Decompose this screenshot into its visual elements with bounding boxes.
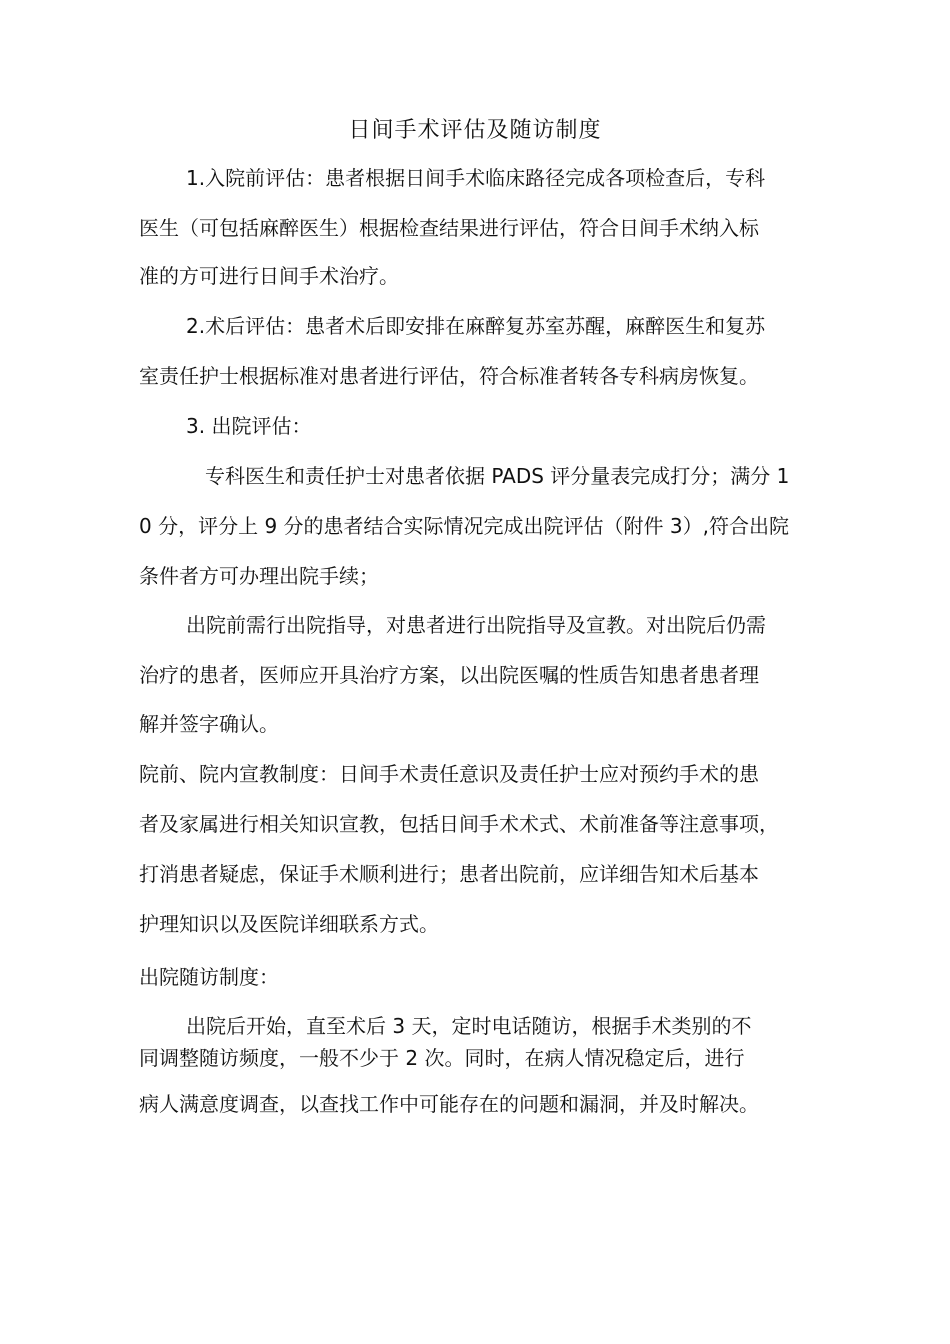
paragraph-line: 同调整随访频度，一般不少于 2 次。同时，在病人情况稳定后，进行 — [139, 1046, 745, 1070]
paragraph-line: 1.入院前评估：患者根据日间手术临床路径完成各项检查后，专科 — [186, 166, 766, 190]
paragraph-line: 护理知识以及医院详细联系方式。 — [139, 912, 439, 936]
paragraph-line: 0 分，评分上 9 分的患者结合实际情况完成出院评估（附件 3）,符合出院 — [139, 514, 789, 538]
section-heading: 出院随访制度： — [139, 965, 279, 989]
paragraph-line: 医生（可包括麻醉医生）根据检查结果进行评估，符合日间手术纳入标 — [139, 216, 759, 240]
paragraph-line: 室责任护士根据标准对患者进行评估，符合标准者转各专科病房恢复。 — [139, 364, 759, 388]
paragraph-line: 病人满意度调查，以查找工作中可能存在的问题和漏洞，并及时解决。 — [139, 1092, 759, 1116]
paragraph-line: 出院前需行出院指导，对患者进行出院指导及宣教。对出院后仍需 — [186, 613, 766, 637]
paragraph-line: 2.术后评估：患者术后即安排在麻醉复苏室苏醒，麻醉医生和复苏 — [186, 314, 766, 338]
paragraph-line: 者及家属进行相关知识宣教，包括日间手术术式、术前准备等注意事项， — [139, 812, 779, 836]
paragraph-line: 专科医生和责任护士对患者依据 PADS 评分量表完成打分；满分 1 — [205, 464, 790, 488]
paragraph-line: 打消患者疑虑，保证手术顺利进行；患者出院前，应详细告知术后基本 — [139, 862, 759, 886]
paragraph-line: 治疗的患者，医师应开具治疗方案，以出院医嘱的性质告知患者患者理 — [139, 663, 759, 687]
paragraph-line: 条件者方可办理出院手续； — [139, 564, 379, 588]
paragraph-line: 3. 出院评估： — [186, 414, 312, 438]
paragraph-line: 解并签字确认。 — [139, 712, 279, 736]
paragraph-line: 出院后开始，直至术后 3 天，定时电话随访，根据手术类别的不 — [186, 1014, 752, 1038]
paragraph-line: 准的方可进行日间手术治疗。 — [139, 264, 399, 288]
paragraph-line: 院前、院内宣教制度：日间手术责任意识及责任护士应对预约手术的患 — [139, 762, 759, 786]
document-title: 日间手术评估及随访制度 — [348, 118, 602, 143]
